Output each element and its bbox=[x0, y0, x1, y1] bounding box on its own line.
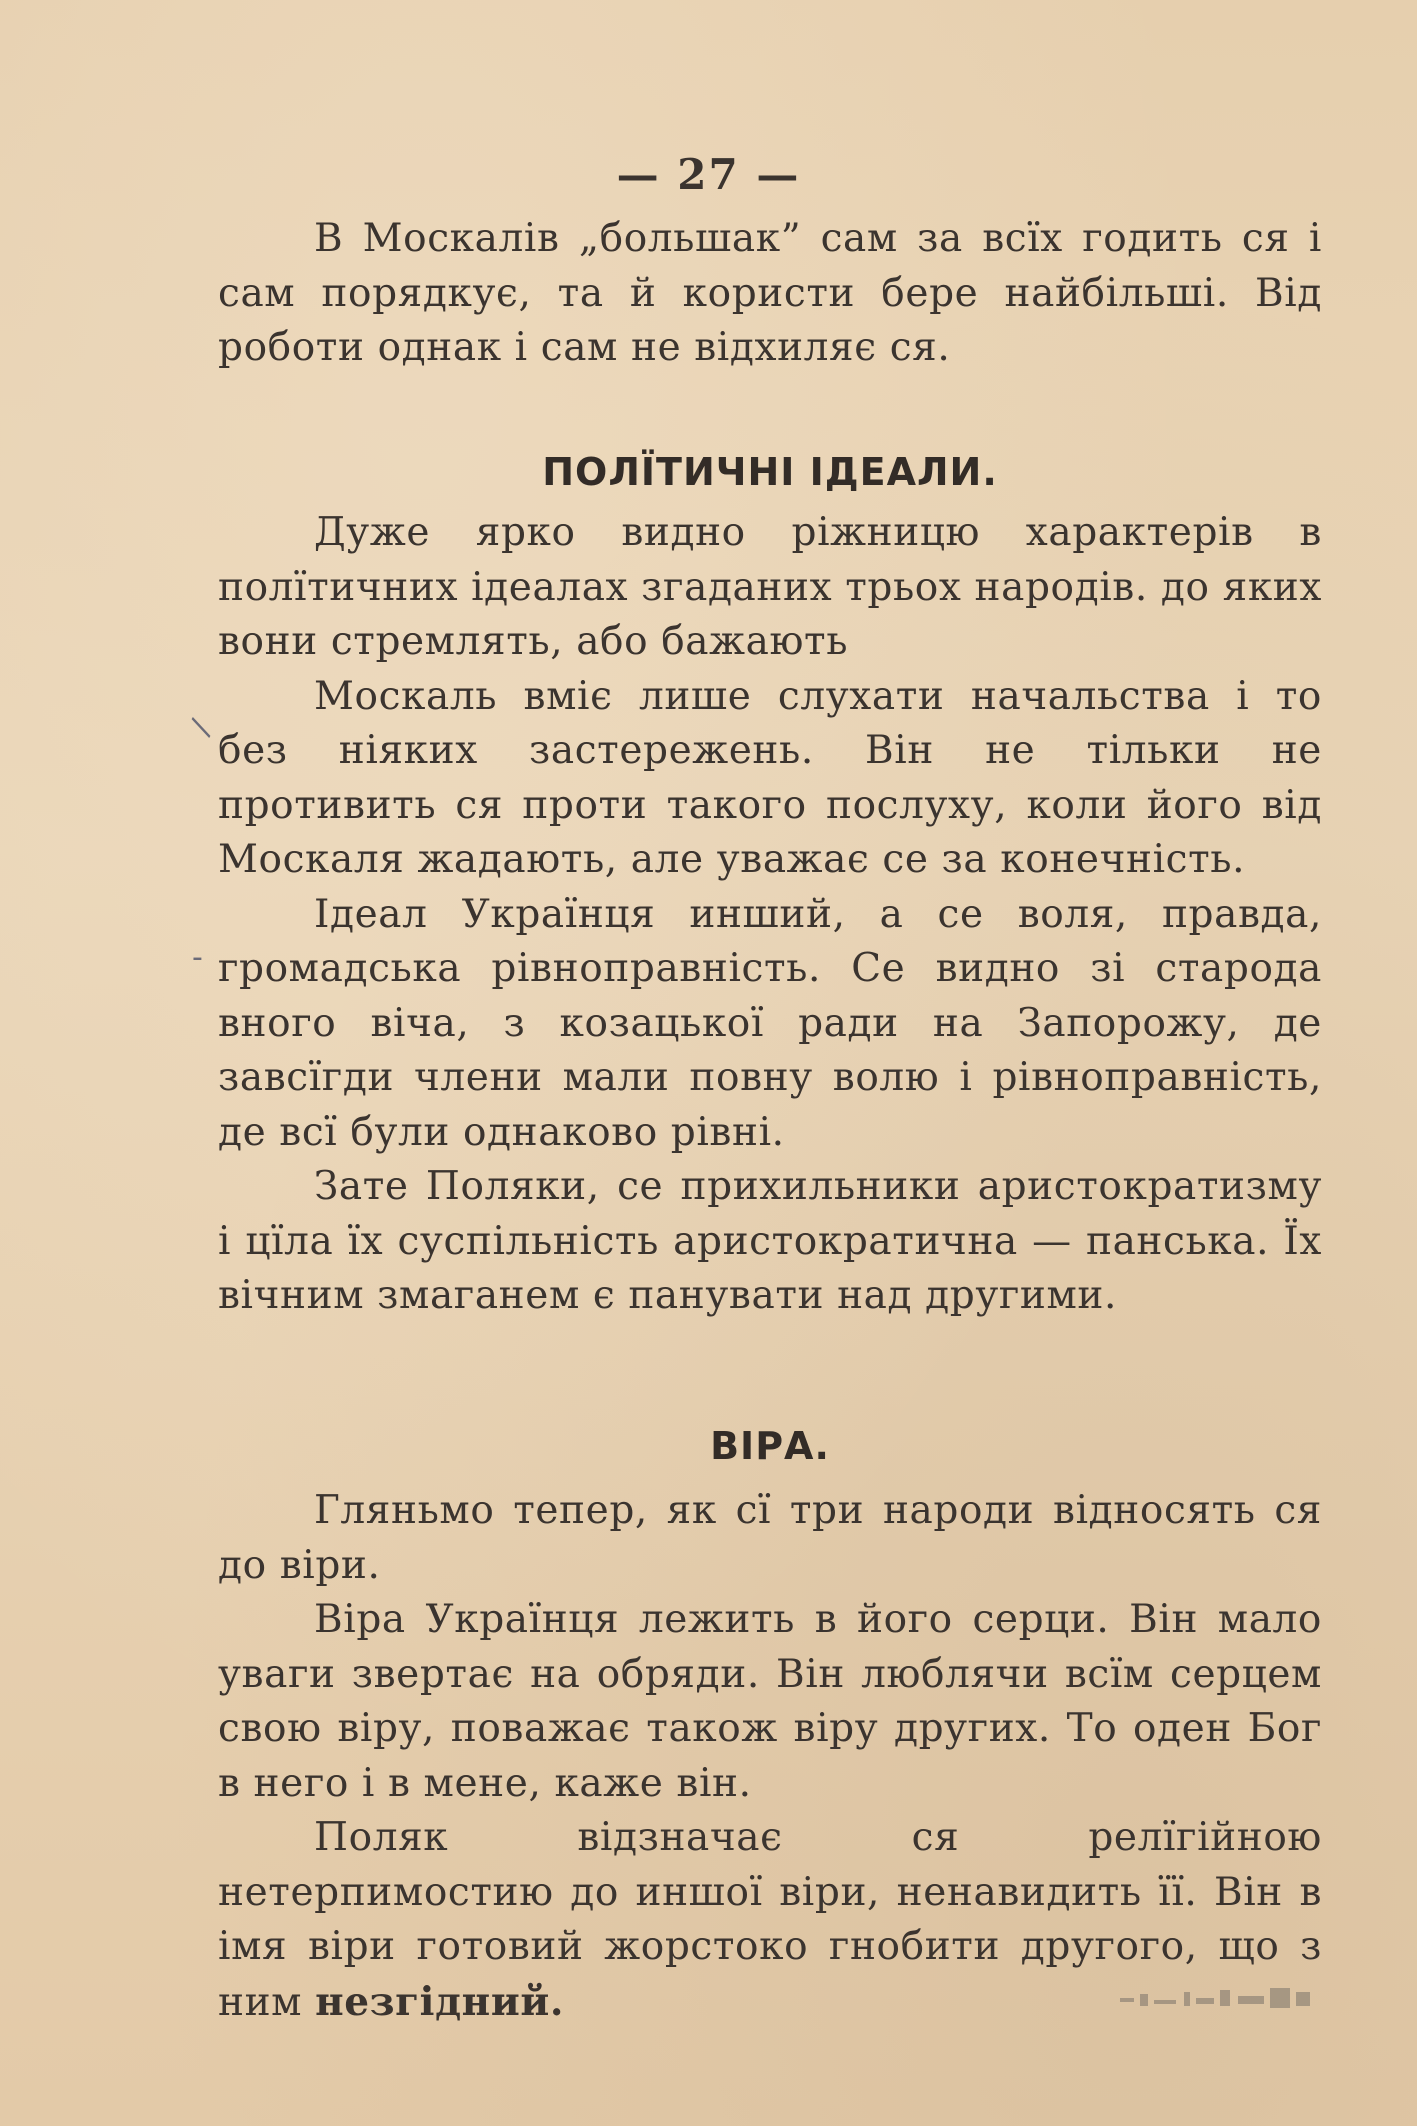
faith-paragraph-3-text: Поляк відзначає ся релїгійною нетерпимостию до иншої віри, ненавидить її. Він в імя віри готовий жорстоко гнобити другого, що з bbox=[218, 1815, 1322, 1969]
political-paragraph-1: Дуже ярко видно ріжницю характерів в полїтичних ідеалах згаданих трьох народів. до яких вони стремлять, або бажають bbox=[218, 510, 1322, 664]
margin-check-mark: / bbox=[183, 714, 219, 741]
faith-paragraph-1: Гляньмо тепер, як сї три народи відносять ся до віри. bbox=[218, 1488, 1322, 1588]
faith-section-body bbox=[218, 1484, 1322, 2030]
political-paragraph-4: Зате Поляки, се прихильники аристократизму і цїла їх суспільність аристократична — панська. Їх вічним змаганем є панувати над другими. bbox=[218, 1164, 1322, 1318]
political-section-body bbox=[218, 506, 1322, 1324]
margin-dash-mark: - bbox=[192, 940, 203, 975]
page-number: — 27 — bbox=[616, 150, 801, 199]
political-paragraph-3: Ідеал Українця инший, а се воля, правда, громадська рівноправність. Се видно зі старода вного віча, з козацької ради на Запорожу, де завсїгди члени мали повну волю і рівноправність, де всї були однаково рівні. bbox=[218, 891, 1322, 1155]
intro-paragraph: В Москалів „большак” сам за всїх годить ся і сам порядкує, та й користи бере найбільші. Від роботи однак і сам не відхиляє ся. bbox=[218, 216, 1322, 370]
faith-paragraph-2: Віра Українця лежить в його серци. Він мало уваги звертає на обряди. Він люблячи всїм серцем свою віру, поважає також віру других. То оден Бог в него і в мене, каже він. bbox=[218, 1597, 1322, 1806]
faith-last-line-start: ним bbox=[218, 1979, 303, 2025]
heading-faith: ВІРА. bbox=[710, 1424, 830, 1468]
political-paragraph-2: Москаль вміє лише слухати начальства і то без ніяких застережень. Він не тільки не противить ся проти такого послуху, коли його від Москаля жадають, але уважає се за конечність. bbox=[218, 673, 1322, 882]
heading-political-ideals: ПОЛЇТИЧНІ ІДЕАЛИ. bbox=[542, 450, 998, 494]
library-stamp bbox=[1120, 1984, 1320, 2014]
faith-last-line-bold: незгідний. bbox=[315, 1978, 565, 2025]
intro-block bbox=[218, 212, 1322, 376]
